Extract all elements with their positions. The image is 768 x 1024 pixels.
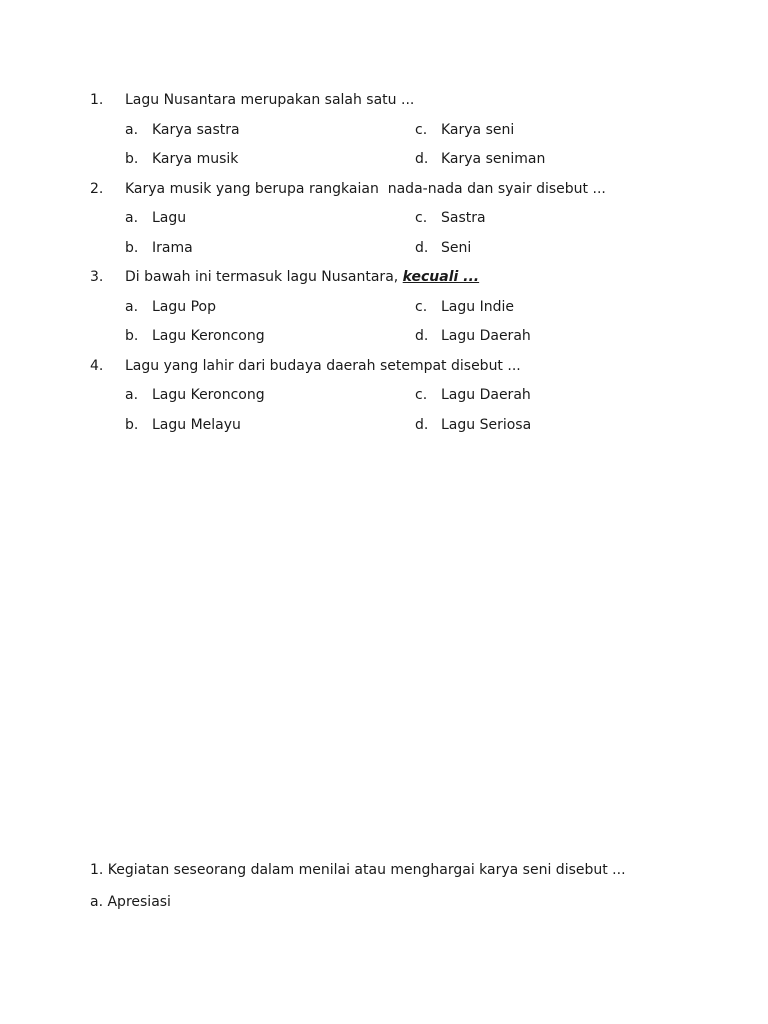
question-2 [0, 181, 768, 201]
option-text: Lagu Pop [152, 299, 216, 315]
question-number: 1. [90, 92, 104, 108]
option-letter: c. [415, 299, 428, 315]
question-emphasis: kecuali ... [402, 269, 480, 285]
option-text: Lagu Indie [441, 299, 514, 315]
question-text [125, 269, 479, 285]
option-letter: b. [125, 151, 139, 167]
option-text: Lagu Seriosa [441, 417, 532, 433]
option-row [0, 122, 768, 142]
option-row [0, 151, 768, 171]
option-row [0, 387, 768, 407]
option-row [0, 299, 768, 319]
question-number: 4. [90, 358, 104, 374]
question-text: Lagu Nusantara merupakan salah satu ... [125, 92, 415, 108]
option-letter: c. [415, 387, 428, 403]
option-text: Lagu Keroncong [152, 387, 265, 403]
option-text: Lagu Keroncong [152, 328, 265, 344]
option-text: Karya seniman [441, 151, 546, 167]
option-text: Karya sastra [152, 122, 240, 138]
option-row [0, 417, 768, 437]
option-letter: c. [415, 122, 428, 138]
option-text: Karya musik [152, 151, 239, 167]
option-letter: d. [415, 328, 429, 344]
question-4 [0, 358, 768, 378]
question-text-main: Di bawah ini termasuk lagu Nusantara, [125, 269, 403, 285]
option-letter: a. [125, 210, 139, 226]
option-letter: a. [125, 122, 139, 138]
bottom-question: 1. Kegiatan seseorang dalam menilai atau menghargai karya seni disebut ... [90, 862, 626, 878]
option-letter: d. [415, 240, 429, 256]
question-text: Lagu yang lahir dari budaya daerah setempat disebut ... [125, 358, 521, 374]
question-1 [0, 92, 768, 112]
option-text: Sastra [441, 210, 486, 226]
option-letter: c. [415, 210, 428, 226]
option-text: Lagu Melayu [152, 417, 241, 433]
option-letter: b. [125, 417, 139, 433]
option-letter: b. [125, 328, 139, 344]
option-letter: a. [125, 387, 139, 403]
option-row [0, 240, 768, 260]
option-text: Lagu Daerah [441, 387, 531, 403]
option-letter: b. [125, 240, 139, 256]
option-text: Irama [152, 240, 193, 256]
option-letter: a. [125, 299, 139, 315]
question-text: Karya musik yang berupa rangkaian nada-nada dan syair disebut ... [125, 181, 606, 197]
question-number: 2. [90, 181, 104, 197]
option-letter: d. [415, 151, 429, 167]
option-text: Seni [441, 240, 472, 256]
question-number: 3. [90, 269, 104, 285]
option-text: Lagu Daerah [441, 328, 531, 344]
option-row [0, 210, 768, 230]
bottom-answer: a. Apresiasi [90, 894, 171, 910]
question-3 [0, 269, 768, 289]
option-letter: d. [415, 417, 429, 433]
option-row [0, 328, 768, 348]
option-text: Karya seni [441, 122, 515, 138]
option-text: Lagu [152, 210, 187, 226]
